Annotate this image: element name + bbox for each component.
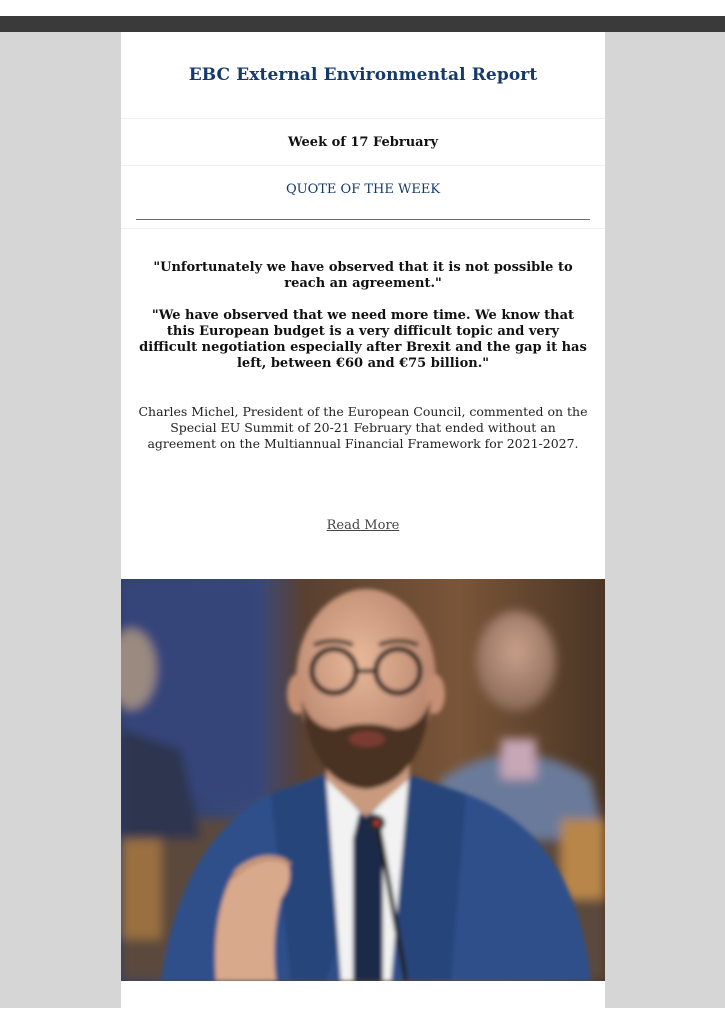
section-divider-light (121, 228, 605, 229)
quote-attribution: Charles Michel, President of the European Council, commented on the Special EU Summit of 20-21 February that ended without an agreement on the Multiannual Financial Framework for 2021-2027. (138, 404, 588, 451)
read-more-link[interactable]: Read More (326, 518, 400, 533)
top-dark-bar (0, 16, 725, 32)
quote-paragraph-1: "Unfortunately we have observed that it is not possible to reach an agreement." (153, 260, 573, 291)
speaker-photo (121, 579, 605, 981)
report-title: EBC External Environmental Report (188, 65, 538, 85)
newsletter-header (121, 32, 605, 119)
section-divider (136, 219, 590, 220)
section-label: QUOTE OF THE WEEK (285, 181, 441, 197)
quote-paragraph-2: "We have observed that we need more time. We know that this European budget is a very difficult topic and very difficult negotiation especially after Brexit and the gap it has left, between €60 and €75 billion." (139, 308, 587, 371)
bottom-white-strip (0, 1008, 725, 1024)
week-label: Week of 17 February (121, 119, 605, 166)
newsletter-card (121, 32, 605, 1008)
top-white-strip (0, 0, 725, 16)
